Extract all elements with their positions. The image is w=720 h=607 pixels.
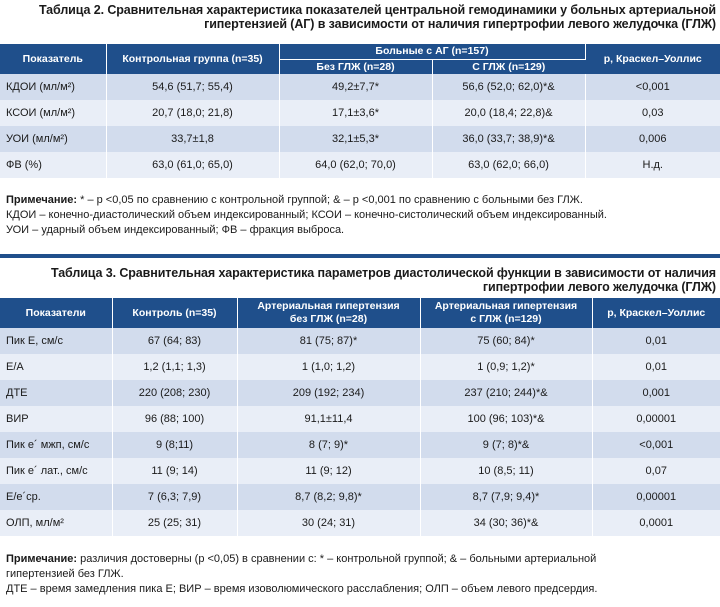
header-p: p, Краскел–Уоллис	[592, 298, 720, 328]
cell-no-lvh: 64,0 (62,0; 70,0)	[279, 152, 432, 178]
cell-p: <0,001	[592, 432, 720, 458]
header-patients: Больные с АГ (n=157)	[279, 44, 585, 60]
header-no-lvh: Без ГЛЖ (n=28)	[279, 60, 432, 75]
cell-p: 0,00001	[592, 406, 720, 432]
cell-no-lvh: 49,2±7,7*	[279, 74, 432, 100]
cell-control: 9 (8;11)	[112, 432, 237, 458]
section-divider	[0, 254, 720, 258]
cell-control: 20,7 (18,0; 21,8)	[106, 100, 279, 126]
table-row	[0, 484, 720, 510]
cell-lvh: 237 (210; 244)*&	[420, 380, 592, 406]
note-label: Примечание:	[6, 194, 78, 206]
cell-control: 25 (25; 31)	[112, 510, 237, 536]
cell-indicator: Пик е´ мжп, см/с	[0, 432, 112, 458]
note-text: КДОИ – конечно-диастолический объем индексированный; КСОИ – конечно-систолический объем индексированный.	[6, 209, 607, 221]
table2	[0, 44, 720, 178]
cell-p: 0,01	[592, 354, 720, 380]
table-row	[0, 458, 720, 484]
cell-indicator: Пик Е, см/с	[0, 328, 112, 354]
note-text: гипертензией без ГЛЖ.	[6, 568, 124, 580]
cell-lvh: 63,0 (62,0; 66,0)	[432, 152, 585, 178]
cell-p: Н.д.	[585, 152, 720, 178]
cell-no-lvh: 8 (7; 9)*	[237, 432, 420, 458]
header-lvh: Артериальная гипертензия с ГЛЖ (n=129)	[420, 298, 592, 328]
cell-lvh: 56,6 (52,0; 62,0)*&	[432, 74, 585, 100]
table-row	[0, 152, 720, 178]
cell-no-lvh: 81 (75; 87)*	[237, 328, 420, 354]
cell-p: 0,001	[592, 380, 720, 406]
cell-no-lvh: 17,1±3,6*	[279, 100, 432, 126]
cell-lvh: 36,0 (33,7; 38,9)*&	[432, 126, 585, 152]
table-row	[0, 432, 720, 458]
table-row	[0, 74, 720, 100]
cell-control: 7 (6,3; 7,9)	[112, 484, 237, 510]
note-text: УОИ – ударный объем индексированный; ФВ – фракция выброса.	[6, 224, 345, 236]
cell-indicator: ФВ (%)	[0, 152, 106, 178]
header-control: Контроль (n=35)	[112, 298, 237, 328]
table3-body	[0, 328, 720, 536]
cell-lvh: 9 (7; 8)*&	[420, 432, 592, 458]
cell-control: 11 (9; 14)	[112, 458, 237, 484]
cell-indicator: Пик е´ лат., см/с	[0, 458, 112, 484]
cell-p: 0,0001	[592, 510, 720, 536]
cell-lvh: 20,0 (18,4; 22,8)&	[432, 100, 585, 126]
cell-indicator: ДТЕ	[0, 380, 112, 406]
cell-no-lvh: 1 (1,0; 1,2)	[237, 354, 420, 380]
header-no-lvh: Артериальная гипертензия без ГЛЖ (n=28)	[237, 298, 420, 328]
cell-p: 0,01	[592, 328, 720, 354]
note-text: * – p <0,05 по сравнению с контрольной группой; & – p <0,001 по сравнению с больными без ГЛЖ.	[77, 194, 583, 206]
header-indicator: Показатель	[0, 44, 106, 74]
cell-p: 0,006	[585, 126, 720, 152]
header-p: p, Краскел–Уоллис	[585, 44, 720, 74]
table-row	[0, 126, 720, 152]
cell-no-lvh: 209 (192; 234)	[237, 380, 420, 406]
table3	[0, 298, 720, 536]
table-row	[0, 380, 720, 406]
cell-lvh: 8,7 (7,9; 9,4)*	[420, 484, 592, 510]
cell-control: 1,2 (1,1; 1,3)	[112, 354, 237, 380]
header-control: Контрольная группа (n=35)	[106, 44, 279, 74]
header-indicator: Показатели	[0, 298, 112, 328]
cell-indicator: Е/е´ср.	[0, 484, 112, 510]
cell-p: 0,00001	[592, 484, 720, 510]
cell-lvh: 75 (60; 84)*	[420, 328, 592, 354]
table-row	[0, 406, 720, 432]
cell-indicator: КДОИ (мл/м²)	[0, 74, 106, 100]
cell-p: 0,03	[585, 100, 720, 126]
cell-indicator: УОИ (мл/м²)	[0, 126, 106, 152]
table2-body	[0, 74, 720, 178]
cell-no-lvh: 30 (24; 31)	[237, 510, 420, 536]
table-row	[0, 328, 720, 354]
table3-caption: Таблица 3. Сравнительная характеристика параметров диастолической функции в зависимости от наличия гипертрофии левого желудочка (ГЛЖ)	[50, 266, 716, 294]
cell-lvh: 1 (0,9; 1,2)*	[420, 354, 592, 380]
cell-p: 0,07	[592, 458, 720, 484]
table3-notes	[6, 552, 597, 597]
cell-control: 67 (64; 83)	[112, 328, 237, 354]
cell-control: 63,0 (61,0; 65,0)	[106, 152, 279, 178]
cell-lvh: 34 (30; 36)*&	[420, 510, 592, 536]
cell-control: 54,6 (51,7; 55,4)	[106, 74, 279, 100]
cell-lvh: 100 (96; 103)*&	[420, 406, 592, 432]
table-row	[0, 100, 720, 126]
cell-no-lvh: 11 (9; 12)	[237, 458, 420, 484]
cell-indicator: Е/А	[0, 354, 112, 380]
cell-control: 96 (88; 100)	[112, 406, 237, 432]
cell-no-lvh: 8,7 (8,2; 9,8)*	[237, 484, 420, 510]
note-label: Примечание:	[6, 553, 78, 565]
cell-indicator: ОЛП, мл/м²	[0, 510, 112, 536]
cell-lvh: 10 (8,5; 11)	[420, 458, 592, 484]
cell-p: <0,001	[585, 74, 720, 100]
cell-no-lvh: 91,1±11,4	[237, 406, 420, 432]
table-row	[0, 510, 720, 536]
cell-no-lvh: 32,1±5,3*	[279, 126, 432, 152]
cell-control: 220 (208; 230)	[112, 380, 237, 406]
note-text: различия достоверны (p <0,05) в сравнении с: * – контрольной группой; & – больными артериальной	[77, 553, 597, 565]
table2-notes	[6, 193, 607, 238]
cell-control: 33,7±1,8	[106, 126, 279, 152]
note-text: ДТЕ – время замедления пика Е; ВИР – время изоволюмического расслабления; ОЛП – объем левого предсердия.	[6, 583, 598, 595]
cell-indicator: КСОИ (мл/м²)	[0, 100, 106, 126]
table2-caption: Таблица 2. Сравнительная характеристика показателей центральной гемодинамики у больных артериальной гипертензией (АГ) в зависимости от наличия гипертрофии левого желудочка (ГЛЖ)	[38, 3, 716, 31]
table-row	[0, 354, 720, 380]
header-lvh: С ГЛЖ (n=129)	[432, 60, 585, 75]
cell-indicator: ВИР	[0, 406, 112, 432]
